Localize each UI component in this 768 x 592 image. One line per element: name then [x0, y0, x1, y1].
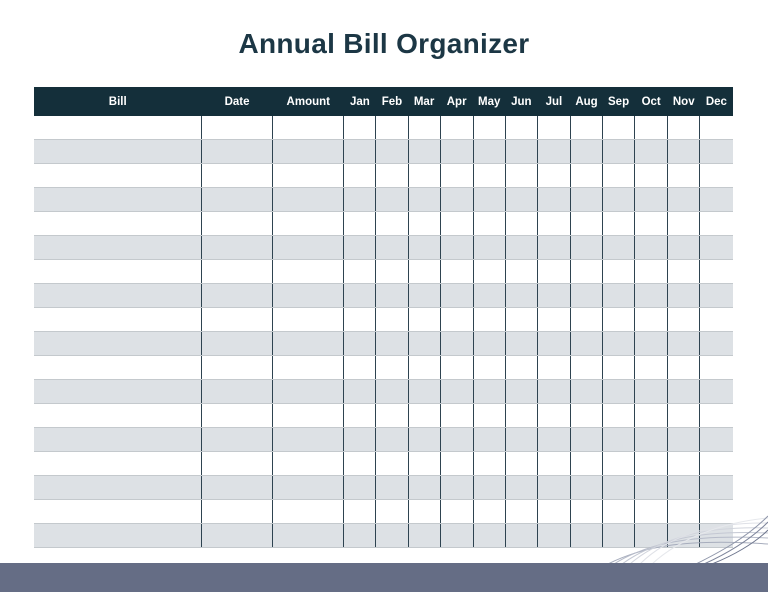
table-cell: [570, 308, 602, 332]
table-cell: [668, 452, 700, 476]
table-row: [34, 308, 733, 332]
table-cell: [473, 284, 505, 308]
table-cell: [408, 188, 440, 212]
table-cell: [570, 188, 602, 212]
table-cell: [408, 332, 440, 356]
table-cell: [201, 428, 272, 452]
table-cell: [570, 332, 602, 356]
column-header-date: Date: [201, 87, 272, 116]
table-cell: [570, 380, 602, 404]
table-cell: [700, 452, 733, 476]
table-cell: [668, 116, 700, 140]
table-cell: [603, 164, 635, 188]
table-cell: [34, 188, 201, 212]
table-cell: [273, 452, 344, 476]
table-cell: [603, 236, 635, 260]
table-cell: [473, 524, 505, 548]
table-cell: [273, 308, 344, 332]
table-cell: [537, 164, 570, 188]
table-cell: [408, 500, 440, 524]
table-cell: [603, 284, 635, 308]
table-cell: [440, 116, 473, 140]
table-cell: [376, 236, 408, 260]
table-cell: [700, 332, 733, 356]
table-cell: [201, 260, 272, 284]
table-cell: [201, 212, 272, 236]
column-header-nov: Nov: [668, 87, 700, 116]
table-body: [34, 116, 733, 548]
table-cell: [635, 308, 668, 332]
table-cell: [570, 356, 602, 380]
table-cell: [408, 404, 440, 428]
table-row: [34, 428, 733, 452]
table-cell: [273, 164, 344, 188]
table-row: [34, 452, 733, 476]
table-cell: [201, 284, 272, 308]
table-cell: [603, 188, 635, 212]
table-cell: [408, 140, 440, 164]
table-cell: [505, 212, 537, 236]
table-cell: [668, 380, 700, 404]
table-cell: [440, 164, 473, 188]
column-header-jul: Jul: [537, 87, 570, 116]
table-row: [34, 380, 733, 404]
table-cell: [344, 476, 376, 500]
table-cell: [201, 140, 272, 164]
table-cell: [537, 212, 570, 236]
table-cell: [537, 332, 570, 356]
table-cell: [273, 212, 344, 236]
table-cell: [440, 236, 473, 260]
table-cell: [505, 140, 537, 164]
table-cell: [440, 524, 473, 548]
table-cell: [408, 452, 440, 476]
table-cell: [201, 164, 272, 188]
table-cell: [505, 332, 537, 356]
table-cell: [635, 284, 668, 308]
table-cell: [668, 188, 700, 212]
table-cell: [440, 188, 473, 212]
table-cell: [473, 140, 505, 164]
table-cell: [34, 308, 201, 332]
table-cell: [603, 140, 635, 164]
table-cell: [505, 308, 537, 332]
column-header-feb: Feb: [376, 87, 408, 116]
table-cell: [376, 428, 408, 452]
column-header-apr: Apr: [440, 87, 473, 116]
table-cell: [473, 428, 505, 452]
table-row: [34, 404, 733, 428]
table-cell: [700, 260, 733, 284]
table-cell: [408, 524, 440, 548]
table-cell: [273, 260, 344, 284]
column-header-mar: Mar: [408, 87, 440, 116]
page-title: Annual Bill Organizer: [238, 28, 530, 59]
table-cell: [537, 356, 570, 380]
table-cell: [273, 236, 344, 260]
table-cell: [376, 308, 408, 332]
table-cell: [376, 380, 408, 404]
table-cell: [668, 212, 700, 236]
column-header-jan: Jan: [344, 87, 376, 116]
table-cell: [473, 476, 505, 500]
table-cell: [635, 332, 668, 356]
table-cell: [570, 260, 602, 284]
table-cell: [440, 452, 473, 476]
table-cell: [505, 284, 537, 308]
table-cell: [344, 212, 376, 236]
table-cell: [408, 476, 440, 500]
table-cell: [700, 380, 733, 404]
table-cell: [473, 452, 505, 476]
table-cell: [201, 404, 272, 428]
table-cell: [603, 116, 635, 140]
column-header-amount: Amount: [273, 87, 344, 116]
table-cell: [505, 356, 537, 380]
table-cell: [537, 308, 570, 332]
table-cell: [440, 308, 473, 332]
table-cell: [570, 452, 602, 476]
table-cell: [344, 188, 376, 212]
table-cell: [344, 524, 376, 548]
table-cell: [376, 500, 408, 524]
table-cell: [376, 356, 408, 380]
table-cell: [376, 404, 408, 428]
table-cell: [570, 404, 602, 428]
table-cell: [700, 212, 733, 236]
table-cell: [344, 140, 376, 164]
table-cell: [344, 356, 376, 380]
table-cell: [34, 164, 201, 188]
table-cell: [570, 140, 602, 164]
table-cell: [440, 404, 473, 428]
table-cell: [505, 260, 537, 284]
table-cell: [440, 380, 473, 404]
table-cell: [473, 212, 505, 236]
table-cell: [440, 140, 473, 164]
table-cell: [273, 500, 344, 524]
table-cell: [635, 116, 668, 140]
table-cell: [344, 404, 376, 428]
table-cell: [603, 308, 635, 332]
table-row: [34, 236, 733, 260]
table-cell: [635, 452, 668, 476]
column-header-jun: Jun: [505, 87, 537, 116]
table-cell: [34, 212, 201, 236]
table-cell: [473, 500, 505, 524]
table-row: [34, 188, 733, 212]
table-cell: [635, 236, 668, 260]
table-cell: [273, 140, 344, 164]
table-cell: [440, 428, 473, 452]
table-cell: [344, 500, 376, 524]
table-cell: [34, 116, 201, 140]
table-cell: [344, 164, 376, 188]
table-cell: [201, 236, 272, 260]
table-cell: [537, 476, 570, 500]
table-cell: [570, 212, 602, 236]
table-cell: [603, 260, 635, 284]
table-row: [34, 284, 733, 308]
table-cell: [537, 188, 570, 212]
table-cell: [505, 380, 537, 404]
table-cell: [34, 428, 201, 452]
table-cell: [668, 164, 700, 188]
table-cell: [34, 500, 201, 524]
table-cell: [473, 356, 505, 380]
table-cell: [201, 332, 272, 356]
column-header-sep: Sep: [603, 87, 635, 116]
table-cell: [273, 524, 344, 548]
table-cell: [570, 500, 602, 524]
table-cell: [408, 284, 440, 308]
table-cell: [700, 428, 733, 452]
table-cell: [505, 500, 537, 524]
table-cell: [201, 500, 272, 524]
table-cell: [668, 476, 700, 500]
table-cell: [273, 356, 344, 380]
table-cell: [537, 236, 570, 260]
table-cell: [603, 380, 635, 404]
table-cell: [34, 356, 201, 380]
table-cell: [201, 308, 272, 332]
table-cell: [473, 380, 505, 404]
table-cell: [668, 308, 700, 332]
table-cell: [700, 140, 733, 164]
table-cell: [603, 212, 635, 236]
table-cell: [700, 404, 733, 428]
column-header-bill: Bill: [34, 87, 201, 116]
table-cell: [570, 164, 602, 188]
table-cell: [201, 476, 272, 500]
table-cell: [537, 380, 570, 404]
table-cell: [34, 140, 201, 164]
table-cell: [537, 404, 570, 428]
table-cell: [635, 476, 668, 500]
table-row: [34, 140, 733, 164]
table-cell: [34, 524, 201, 548]
table-cell: [668, 356, 700, 380]
table-cell: [473, 308, 505, 332]
table-cell: [376, 332, 408, 356]
table-cell: [635, 212, 668, 236]
table-cell: [408, 164, 440, 188]
table-row: [34, 332, 733, 356]
table-cell: [635, 164, 668, 188]
table-cell: [34, 260, 201, 284]
table-cell: [668, 140, 700, 164]
table-cell: [505, 116, 537, 140]
table-cell: [505, 428, 537, 452]
table-cell: [700, 116, 733, 140]
table-cell: [376, 452, 408, 476]
table-cell: [505, 452, 537, 476]
table-cell: [635, 404, 668, 428]
table-cell: [408, 236, 440, 260]
table-cell: [570, 236, 602, 260]
table-cell: [34, 332, 201, 356]
table-cell: [668, 404, 700, 428]
table-cell: [273, 188, 344, 212]
table-cell: [668, 428, 700, 452]
table-cell: [473, 404, 505, 428]
table-cell: [700, 188, 733, 212]
table-cell: [505, 164, 537, 188]
table-cell: [273, 428, 344, 452]
table-cell: [440, 212, 473, 236]
table-cell: [408, 308, 440, 332]
table-cell: [408, 260, 440, 284]
table-cell: [34, 404, 201, 428]
table-cell: [603, 428, 635, 452]
table-cell: [537, 140, 570, 164]
table-cell: [408, 356, 440, 380]
table-cell: [635, 380, 668, 404]
table-row: [34, 476, 733, 500]
table-cell: [570, 284, 602, 308]
table-cell: [700, 284, 733, 308]
table-cell: [668, 284, 700, 308]
table-cell: [505, 236, 537, 260]
table-cell: [473, 260, 505, 284]
table-cell: [376, 260, 408, 284]
decorative-swirl-graphic: [600, 508, 768, 564]
table-cell: [376, 524, 408, 548]
table-cell: [376, 212, 408, 236]
table-row: [34, 356, 733, 380]
table-cell: [201, 356, 272, 380]
table-cell: [440, 356, 473, 380]
table-cell: [700, 308, 733, 332]
table-cell: [376, 476, 408, 500]
table-row: [34, 260, 733, 284]
table-cell: [570, 428, 602, 452]
table-cell: [273, 404, 344, 428]
table-cell: [376, 116, 408, 140]
table-cell: [473, 332, 505, 356]
table-cell: [440, 260, 473, 284]
table-cell: [344, 260, 376, 284]
table-row: [34, 116, 733, 140]
table-cell: [635, 140, 668, 164]
table-cell: [668, 236, 700, 260]
table-cell: [537, 116, 570, 140]
table-cell: [603, 452, 635, 476]
table-cell: [34, 380, 201, 404]
table-cell: [440, 500, 473, 524]
table-cell: [505, 404, 537, 428]
table-cell: [34, 284, 201, 308]
table-cell: [440, 476, 473, 500]
table-cell: [570, 524, 602, 548]
column-header-oct: Oct: [635, 87, 668, 116]
column-header-dec: Dec: [700, 87, 733, 116]
table-cell: [201, 116, 272, 140]
table-cell: [440, 332, 473, 356]
footer-band: [0, 563, 768, 592]
table-cell: [344, 452, 376, 476]
table-cell: [34, 236, 201, 260]
table-cell: [668, 260, 700, 284]
table-cell: [473, 236, 505, 260]
table-cell: [505, 476, 537, 500]
table-cell: [344, 308, 376, 332]
table-cell: [273, 476, 344, 500]
table-cell: [537, 524, 570, 548]
table-cell: [408, 380, 440, 404]
table-cell: [408, 116, 440, 140]
table-cell: [635, 188, 668, 212]
header-row: [34, 87, 733, 116]
table-cell: [376, 188, 408, 212]
table-row: [34, 212, 733, 236]
column-header-may: May: [473, 87, 505, 116]
table-row: [34, 164, 733, 188]
table-cell: [201, 188, 272, 212]
table-cell: [700, 356, 733, 380]
table-cell: [537, 500, 570, 524]
table-cell: [34, 476, 201, 500]
table-cell: [201, 524, 272, 548]
table-cell: [344, 116, 376, 140]
table-cell: [34, 452, 201, 476]
table-cell: [570, 116, 602, 140]
table-cell: [473, 188, 505, 212]
table-cell: [537, 260, 570, 284]
table-cell: [376, 140, 408, 164]
table-cell: [273, 332, 344, 356]
table-cell: [473, 116, 505, 140]
table-cell: [440, 284, 473, 308]
table-cell: [700, 236, 733, 260]
table-cell: [603, 476, 635, 500]
table-cell: [344, 284, 376, 308]
table-cell: [668, 332, 700, 356]
table-cell: [344, 236, 376, 260]
table-cell: [505, 524, 537, 548]
table-cell: [344, 428, 376, 452]
table-cell: [537, 284, 570, 308]
table-cell: [273, 380, 344, 404]
table-cell: [376, 164, 408, 188]
table-cell: [635, 260, 668, 284]
table-cell: [603, 404, 635, 428]
table-cell: [505, 188, 537, 212]
table-cell: [344, 332, 376, 356]
bill-table: [34, 87, 733, 548]
table-cell: [473, 164, 505, 188]
table-cell: [344, 380, 376, 404]
table-cell: [700, 476, 733, 500]
table-cell: [201, 452, 272, 476]
table-cell: [537, 452, 570, 476]
column-header-aug: Aug: [570, 87, 602, 116]
table-cell: [408, 428, 440, 452]
table-cell: [537, 428, 570, 452]
table-cell: [603, 332, 635, 356]
table-cell: [570, 476, 602, 500]
table-cell: [408, 212, 440, 236]
table-cell: [635, 356, 668, 380]
table-cell: [273, 116, 344, 140]
table-cell: [635, 428, 668, 452]
table-cell: [273, 284, 344, 308]
table-cell: [603, 356, 635, 380]
table-cell: [700, 164, 733, 188]
table-cell: [376, 284, 408, 308]
table-cell: [201, 380, 272, 404]
